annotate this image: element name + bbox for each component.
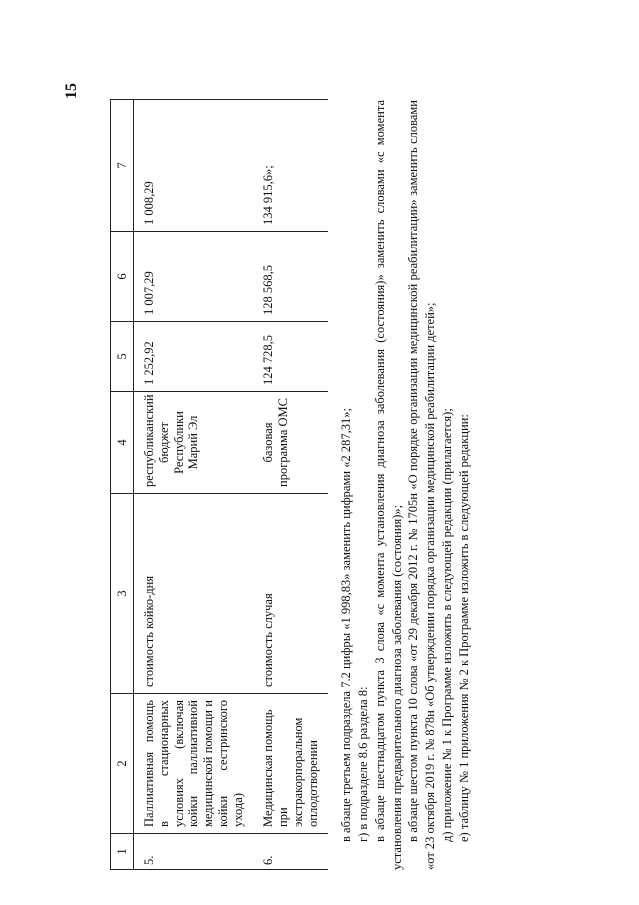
table-header-row [111, 100, 134, 870]
row-5-value-2022: 1 007,29 [134, 232, 252, 322]
paragraph-3: в абзаце шестнадцатом пункта 3 слова «с момента установления диагноза заболевания (состояния)» заменить словами «с момента установления предварительного диагноза заболевания (состояния)»; [372, 100, 404, 870]
row-5-service: Паллиативная помощь в стационарных условиях (включая койки паллиативной медицинской помощи и койки сестринского ухода) [134, 694, 252, 834]
paragraph-1: в абзаце третьем подраздела 7.2 цифры «1 998,83» заменить цифрами «2 287,31»; [339, 408, 354, 842]
row-6-number: 6. [251, 834, 328, 870]
rotated-page-content [110, 100, 530, 870]
row-5-unit: стоимость койко-дня [134, 494, 252, 694]
paragraph-4: в абзаце шестом пункта 10 слова «от 29 декабря 2012 г. № 1705н «О порядке организации медицинской реабилитации» заменить словами «от 23 октября 2019 г. № 878н «Об утверждении порядка организации медицинской реабилитации детей»; [406, 100, 437, 870]
header-cell-2: 2 [111, 694, 134, 834]
row-5-value-2023: 1 008,29 [134, 100, 252, 232]
row-6-unit: стоимость случая [251, 494, 328, 694]
header-cell-4: 4 [111, 392, 134, 494]
header-cell-3: 3 [111, 494, 134, 694]
row-5-number: 5. [134, 834, 252, 870]
table-row [251, 100, 328, 870]
row-6-value-2022: 128 568,5 [251, 232, 328, 322]
header-cell-5: 5 [111, 322, 134, 392]
header-cell-7: 7 [111, 100, 134, 232]
row-6-service: Медицинская помощь при экстракорпоральном оплодотворении [251, 694, 328, 834]
row-6-value-2021: 124 728,5 [251, 322, 328, 392]
row-5-source: республиканский бюджет Республики Марий Эл [134, 392, 252, 494]
paragraph-5: д) приложение № 1 к Программе изложить в следующей редакции (прилагается); [439, 408, 454, 842]
tariff-table [110, 99, 328, 870]
header-cell-6: 6 [111, 232, 134, 322]
page-number: 15 [63, 83, 80, 99]
document-body-text [338, 100, 472, 870]
row-6-source: базовая программа ОМС [251, 392, 328, 494]
table-row [134, 100, 252, 870]
paragraph-2: г) в подразделе 8.6 раздела 8: [356, 686, 370, 842]
header-cell-1: 1 [111, 834, 134, 870]
paragraph-6: е) таблицу № 1 приложения № 2 к Программе изложить в следующей редакции: [456, 414, 471, 842]
row-6-value-2023: 134 915,6»; [251, 100, 328, 232]
row-5-value-2021: 1 252,92 [134, 322, 252, 392]
